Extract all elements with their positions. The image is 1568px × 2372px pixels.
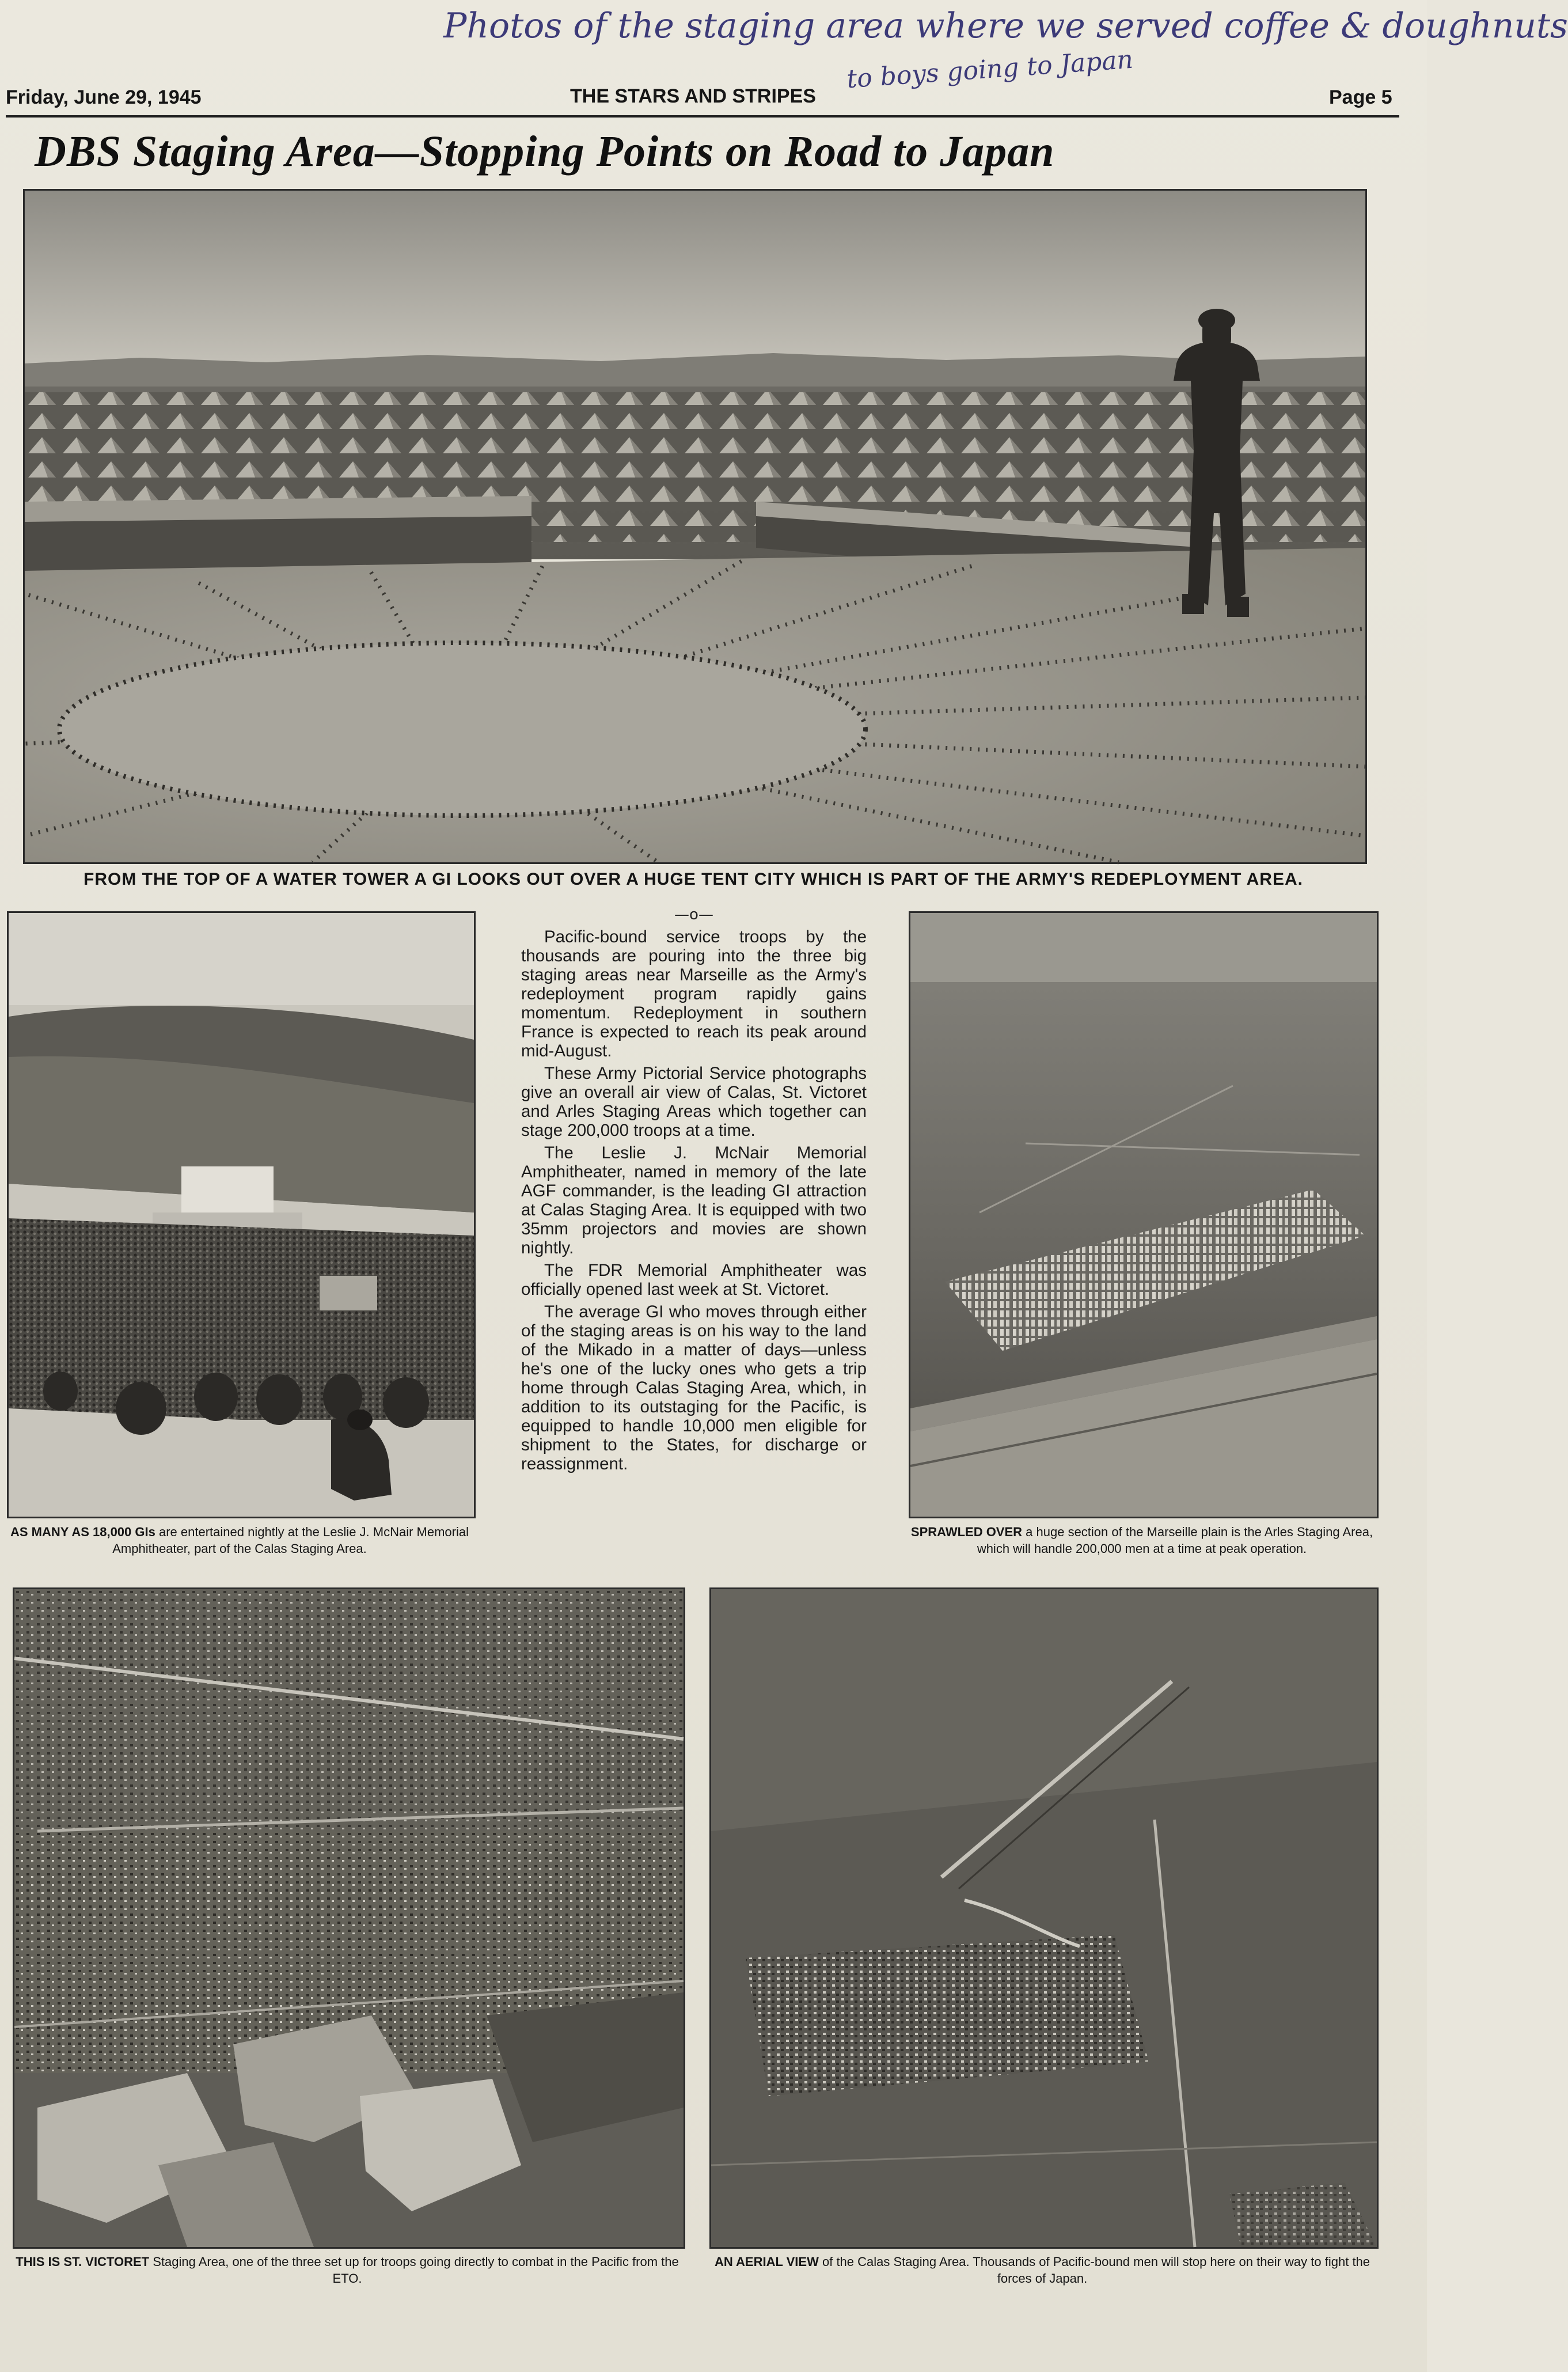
calas-caption-lead: AN AERIAL VIEW [714,2254,819,2269]
arles-caption [909,1524,1375,1557]
dateline-paper: THE STARS AND STRIPES [570,85,816,107]
dateline-rule [6,115,1399,118]
calas-caption-text: of the Calas Staging Area. Thousands of Pacific-bound men will stop here on their way to fight the forces of Japan. [822,2254,1370,2286]
st-victoret-caption-lead: THIS IS ST. VICTORET [16,2254,150,2269]
handwritten-note-line1: Photos of the staging area where we served coffee & doughnuts [443,6,1568,46]
water-tower-photo [23,189,1367,864]
article-paragraph-5: The average GI who moves through either of the staging areas is on his way to the land of the Mikado in a matter of days—unless he's one of the lucky ones who gets a trip home through Calas Staging Area, which, in addition to its outstaging for the Pacific, is equipped to handle 10,000 men eligible for shipment to the States, for discharge or reassignment. [521,1302,867,1473]
calas-staging-photo [709,1587,1379,2249]
column-ornament: —o— [674,906,713,923]
article-paragraph-4: The FDR Memorial Amphitheater was officially opened last week at St. Victoret. [521,1261,867,1299]
article-paragraph-2: These Army Pictorial Service photographs give an overall air view of Calas, St. Victoret and Arles Staging Areas which together can stage 200,000 troops at a time. [521,1064,867,1140]
st-victoret-photo [13,1587,685,2249]
article-paragraph-1: Pacific-bound service troops by the thousands are pouring into the three big staging areas near Marseille as the Army's redeployment program rapidly gains momentum. Redeployment in southern France is expected to reach its peak around mid-August. [521,927,867,1060]
dateline-page: Page 5 [1329,86,1392,108]
water-tower-caption: FROM THE TOP OF A WATER TOWER A GI LOOKS OUT OVER A HUGE TENT CITY WHICH IS PART OF THE ARMY'S REDEPLOYMENT AREA. [83,870,1303,889]
arles-staging-photo [909,911,1379,1518]
calas-caption [709,2253,1375,2287]
article-paragraph-3: The Leslie J. McNair Memorial Amphitheater, named in memory of the late AGF commander, is the leading GI attraction at Calas Staging Area. It is equipped with two 35mm projectors and movies are shown nightly. [521,1143,867,1257]
headline: DBS Staging Area—Stopping Points on Road to Japan [35,127,1055,176]
arles-caption-lead: SPRAWLED OVER [910,1525,1023,1539]
amphitheater-caption [7,1524,472,1557]
arles-caption-text: a huge section of the Marseille plain is the Arles Staging Area, which will handle 200,000 men at a time at peak operation. [977,1525,1373,1556]
article-body [521,927,867,1477]
st-victoret-caption-text: Staging Area, one of the three set up for troops going directly to combat in the Pacific from the ETO. [153,2254,679,2286]
amphitheater-caption-lead: AS MANY AS 18,000 GIs [10,1525,155,1539]
st-victoret-caption [13,2253,682,2287]
handwritten-note-line2: to boys going to Japan [845,44,1134,94]
dateline-date: Friday, June 29, 1945 [6,86,202,108]
amphitheater-photo [7,911,476,1518]
amphitheater-caption-text: are entertained nightly at the Leslie J. McNair Memorial Amphitheater, part of the Calas Staging Area. [112,1525,469,1556]
